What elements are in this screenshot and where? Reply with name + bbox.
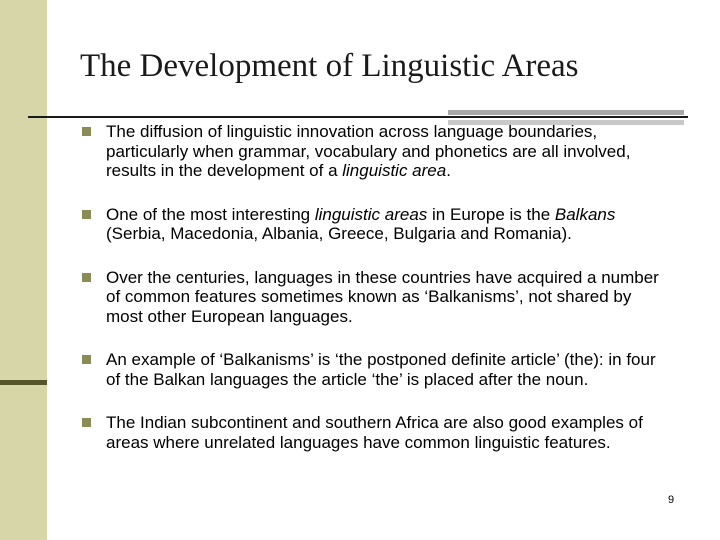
text-run: An example of ‘Balkanisms’ is ‘the postponed definite article’ (the): in four of the Balkan languages the article ‘the’ is placed after the noun. [106,350,656,389]
left-bar-divider [0,380,47,385]
bullet-square-icon [82,418,91,427]
bullet-text [106,205,672,244]
title-rule [28,116,688,118]
text-run: in Europe is the [427,204,555,224]
page-number: 9 [668,494,675,506]
bullet-square-icon [82,273,91,282]
italic-term: linguistic area [342,161,447,180]
bullet-item [82,268,672,327]
bullet-item [82,122,672,181]
text-run: Over the centuries, languages in these countries have acquired a number of common features sometimes known as ‘Balkanisms’, not shared by most other European languages. [106,267,659,326]
text-run: The Indian subcontinent and southern Africa are also good examples of areas where unrelated languages have common linguistic features. [106,413,643,452]
italic-term: linguistic areas [314,204,428,224]
bullet-item [82,413,672,452]
bullet-square-icon [82,210,91,219]
bullet-item [82,205,672,244]
text-run: . [446,161,451,180]
title-rule-shade [448,110,684,115]
bullet-text [106,122,672,181]
bullet-item [82,350,672,389]
bullet-text [106,350,672,389]
bullet-list [82,122,672,476]
italic-term: Balkans [554,204,616,224]
text-run: One of the most interesting [106,204,315,224]
slide-title: The Development of Linguistic Areas [80,48,579,84]
bullet-square-icon [82,127,91,136]
bullet-text [106,413,672,452]
bullet-square-icon [82,355,91,364]
bullet-text [106,268,672,327]
text-run: The diffusion of linguistic innovation across language boundaries, particularly when grammar, vocabulary and phonetics are all involved, results in the development of a [106,122,631,180]
left-accent-bar [0,0,47,540]
text-run: (Serbia, Macedonia, Albania, Greece, Bulgaria and Romania). [106,224,572,243]
